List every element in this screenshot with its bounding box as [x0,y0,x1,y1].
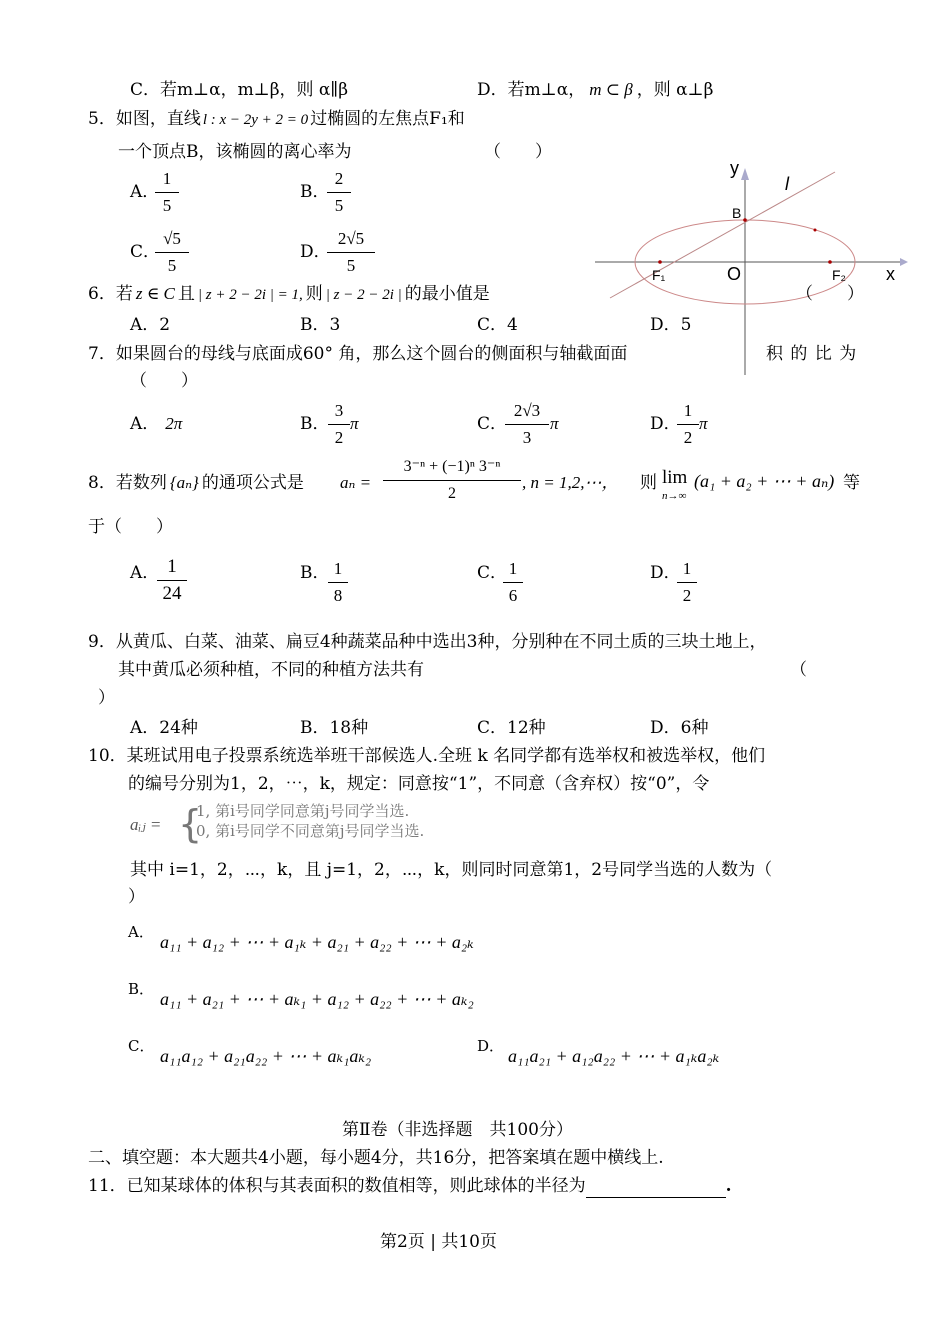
q6-stem: 6．若 z ∈ C 且 | z + 2 − 2i | = 1, 则 | z − 2 − 2i | 的最小值是 [88,284,490,304]
q8-option-d-fraction: 1 2 [677,558,697,607]
q11-answer-blank[interactable] [586,1179,726,1198]
q9-option-c: C．12种 [477,718,546,738]
page-footer: 第2页 | 共10页 [380,1232,497,1252]
q8-option-a-label: A． [130,563,160,583]
q5-option-d-label: D． [300,242,331,262]
q8-lim-body: (a₁ + a₂ + ⋯ + aₙ) [694,471,835,491]
q10-option-c-label: C． [128,1037,155,1055]
section2-title: 第Ⅱ卷（非选择题 共100分） [342,1120,574,1140]
point-f1 [658,260,662,264]
q7-option-d-label: D． [650,414,681,434]
q8-lim-sub: n→∞ [662,490,687,502]
q9-paren-open: （ [790,660,807,680]
q8-stem-line2: 于（ ） [88,517,173,537]
q8-then: 则 [640,473,657,493]
q6-option-d: D．5 [650,315,692,335]
q7-option-b-pi: π [350,414,359,433]
q5-option-d-fraction: 2√5 5 [327,228,375,277]
q10-option-d-expr: a₁₁a₂₁ + a₁₂a₂₂ + ⋯ + a₁ₖa₂ₖ [508,1046,720,1066]
q8-lim: lim [662,467,688,488]
q10-option-a-expr: a₁₁ + a₁₂ + ⋯ + a₁ₖ + a₂₁ + a₂₂ + ⋯ + a₂ₖ [160,932,474,952]
point-f2 [828,260,832,264]
f1-label: F₁ [652,267,666,283]
q5-option-b-fraction: 2 5 [327,168,351,217]
q5-stem-line2: 一个顶点B，该椭圆的离心率为 [118,142,352,162]
line-l-label: l [785,174,789,194]
x-axis-label: x [886,264,895,284]
q10-stem-line4: ） [128,887,145,907]
q7-option-b-label: B． [300,414,330,434]
q6-answer-paren: （ ） [796,284,864,304]
ellipse-figure [590,150,910,380]
q8-option-d-label: D． [650,563,681,583]
q5-option-a-fraction: 1 5 [155,168,179,217]
q5-option-c-label: C． [130,242,161,262]
q10-option-d-label: D． [477,1037,505,1055]
q5-option-a-label: A． [130,182,160,202]
q5-option-b-label: B． [300,182,330,202]
q8-an: aₙ = [340,473,372,492]
q8-n-range: , n = 1,2,⋯， [522,473,619,492]
q7-option-d-pi: π [699,414,708,433]
q6-option-a: A．2 [130,315,171,335]
q8-general-term-fraction: 3⁻ⁿ + (−1)ⁿ 3⁻ⁿ 2 [383,456,521,505]
y-axis-arrow-icon [741,168,749,180]
q8-option-b-label: B． [300,563,330,583]
q10-stem-line2: 的编号分别为1，2，⋯，k，规定：同意按“1”，不同意（含弃权）按“0”，令 [128,774,710,794]
q5-answer-paren: （ ） [484,142,552,162]
point-on-ellipse [814,229,817,232]
q8-option-c-fraction: 1 6 [503,558,523,607]
y-axis-label: y [730,158,739,178]
q5-stem-line1: 5．如图，直线 l : x − 2y + 2 = 0 过椭圆的左焦点F₁和 [88,109,465,129]
q7-option-a: A． 2π [130,414,183,434]
q6-option-c: C．4 [477,315,518,335]
f2-label: F₂ [832,267,846,283]
q7-stem-line1: 7．如果圆台的母线与底面成60° 角，那么这个圆台的侧面积与轴截面面 [88,344,628,364]
q4-option-c: C．若m⊥α，m⊥β，则 α∥β [130,80,349,100]
point-b-label: B [732,205,742,221]
q10-stem-line3: 其中 i=1，2，⋯，k，且 j=1，2，⋯，k，则同时同意第1，2号同学当选的人数为（ [130,860,773,880]
q8-option-c-label: C． [477,563,508,583]
q9-option-b: B．18种 [300,718,369,738]
q8-option-b-fraction: 1 8 [328,558,348,607]
q10-case2: 0, 第i号同学不同意第j号同学当选. [196,822,425,840]
q11-stem: 11．已知某球体的体积与其表面积的数值相等，则此球体的半径为 . [88,1176,732,1196]
q9-option-d: D．6种 [650,718,709,738]
q10-brace: { [178,802,203,846]
line-l [610,172,835,298]
q10-stem-line1: 10．某班试用电子投票系统选举班干部候选人.全班 k 名同学都有选举权和被选举权，他们 [88,746,766,766]
q9-option-a: A．24种 [130,718,198,738]
origin-label: O [727,264,742,284]
q7-option-c-label: C． [477,414,508,434]
q10-aij: aᵢⱼ = [130,815,162,834]
q8-option-a-fraction: 1 24 [157,556,187,605]
q8-equals: 等 [843,473,860,493]
q7-option-d-fraction: 1 2 [677,400,699,449]
q7-stem-line1-end: 积 的 比 为 [766,344,857,364]
point-b [743,218,747,222]
q7-option-c-fraction: 2√3 3 [505,400,549,449]
section2-instructions: 二、填空题：本大题共4小题，每小题4分，共16分，把答案填在题中横线上. [88,1148,664,1168]
q8-stem-a: 8．若数列 {aₙ} 的通项公式是 [88,473,304,493]
q7-option-c-pi: π [550,414,559,433]
q10-option-a-label: A． [128,923,154,941]
q9-stem-line2: 其中黄瓜必须种植，不同的种植方法共有 [118,660,424,680]
q9-paren-close: ） [98,688,115,708]
q7-option-b-fraction: 3 2 [328,400,350,449]
q10-option-c-expr: a₁₁a₁₂ + a₂₁a₂₂ + ⋯ + aₖ₁aₖ₂ [160,1046,372,1066]
q9-stem-line1: 9．从黄瓜、白菜、油菜、扁豆4种蔬菜品种中选出3种，分别种在不同土质的三块土地上， [88,632,767,652]
x-axis-arrow-icon [900,258,908,266]
q4-option-d: D．若m⊥α， m ⊂ β ，则 α⊥β [477,80,714,100]
q6-option-b: B．3 [300,315,341,335]
q7-answer-paren: （ ） [130,371,198,391]
q10-case1: 1, 第i号同学同意第j号同学当选. [196,802,410,820]
q5-option-c-fraction: √5 5 [155,228,189,277]
q10-option-b-expr: a₁₁ + a₂₁ + ⋯ + aₖ₁ + a₁₂ + a₂₂ + ⋯ + aₖ₂ [160,989,474,1009]
q10-option-b-label: B． [128,980,155,998]
